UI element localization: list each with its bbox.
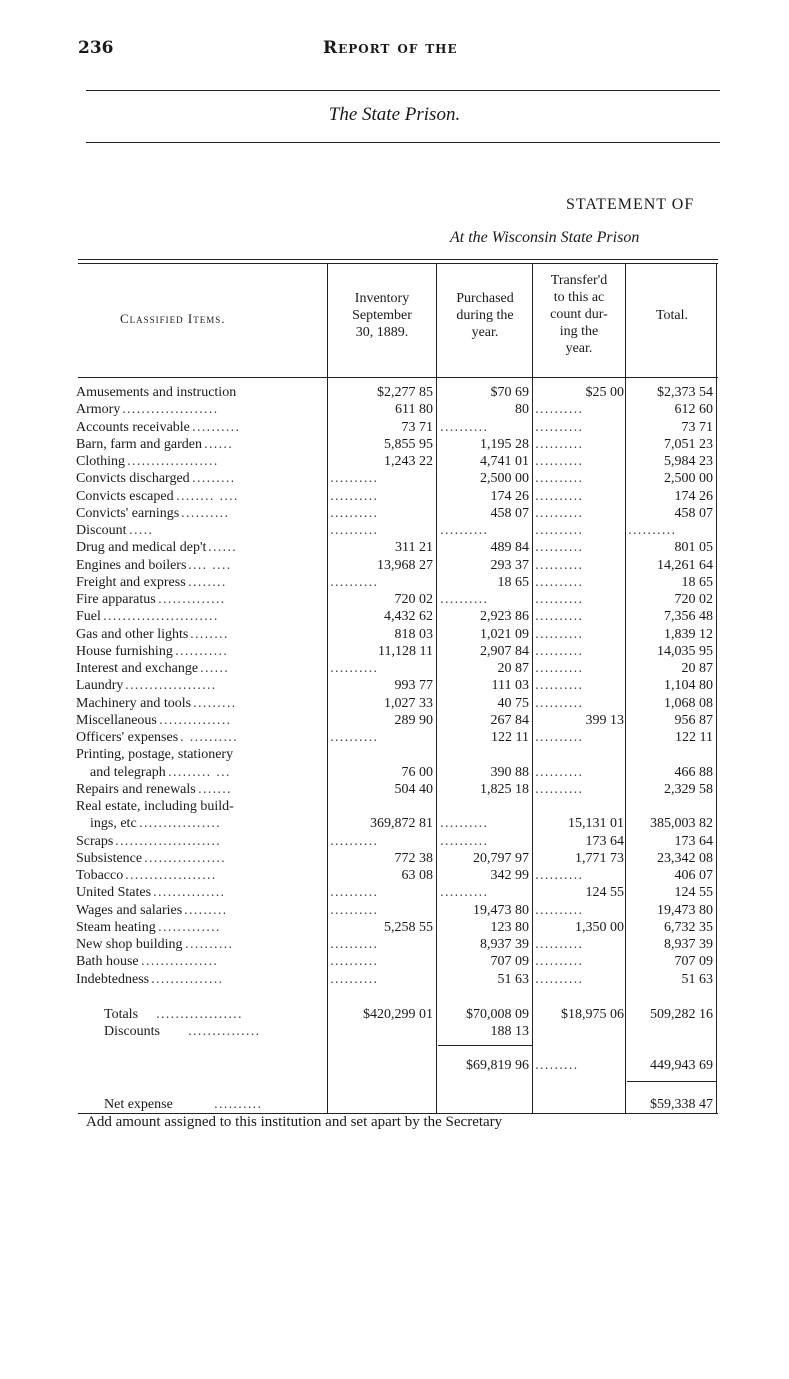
row-value-col2: 267 84: [490, 712, 529, 728]
header-bottom-rule: [78, 377, 718, 378]
row-value-col3: 399 13: [585, 712, 624, 728]
row-label: Gas and other lights: [76, 626, 189, 642]
row-label: Wages and salaries: [76, 902, 183, 918]
row-value-col2: 390 88: [490, 764, 529, 780]
row-value-col2: 123 80: [490, 919, 529, 935]
row-value-col1: 311 21: [395, 540, 433, 556]
row-label: Amusements and instruction: [76, 385, 237, 400]
subtitle-rule: [86, 142, 720, 143]
row-value-col4: 7,051 23: [664, 436, 713, 452]
row-value-col1: 993 77: [394, 678, 433, 694]
row-leader: ......................: [115, 833, 221, 848]
table-row: [0, 902, 789, 919]
row-label: Clothing: [76, 454, 126, 469]
empty-cell-dots: ..........: [535, 868, 584, 882]
table-row: [0, 608, 789, 625]
table-row: [0, 764, 789, 781]
empty-cell-dots: ..........: [440, 419, 489, 434]
row-value-col3: $25 00: [585, 385, 624, 400]
subtotal-purchased: $69,819 96: [466, 1058, 529, 1073]
row-value-col1: $2,277 85: [377, 385, 433, 400]
empty-cell-dots: ..........: [535, 678, 584, 693]
table-row: [0, 971, 789, 988]
table-top-rule-2: [78, 263, 718, 264]
totals-row: Totals .................. $420,299 01 $70,008 09 $18,975 06 509,282 16: [104, 1007, 713, 1022]
net-expense-row: Net expense .......... $59,338 47: [104, 1097, 713, 1112]
classified-items-header: Classified Items.: [120, 311, 226, 326]
row-label: Discount: [76, 523, 127, 538]
row-value-col4: 458 07: [674, 505, 713, 521]
row-value-col2: 51 63: [497, 971, 529, 987]
empty-cell-dots: ..........: [330, 902, 379, 917]
empty-cell-dots: ..........: [535, 902, 584, 917]
empty-cell-dots: ..........: [440, 885, 489, 900]
row-value-col1: 4,432 62: [384, 609, 433, 625]
row-leader: .... ....: [188, 557, 232, 572]
running-head: Report of the: [323, 38, 458, 58]
row-label: Barn, farm and garden: [76, 436, 202, 452]
row-leader: ..........: [185, 937, 234, 951]
net-expense-label: Net expense: [104, 1097, 173, 1112]
row-value-col2: 80: [515, 402, 529, 418]
row-value-col2: $70 69: [490, 385, 529, 400]
empty-cell-dots: ..........: [535, 540, 584, 555]
row-value-col4: 1,839 12: [664, 626, 713, 642]
row-value-col1: 5,855 95: [384, 436, 433, 452]
net-expense-total: $59,338 47: [650, 1097, 713, 1112]
row-value-col4: 406 07: [674, 868, 713, 883]
table-row: [0, 384, 789, 401]
row-leader: ........: [188, 574, 227, 589]
row-value-col4: 6,732 35: [664, 919, 713, 935]
row-value-col2: 4,741 01: [480, 454, 529, 469]
empty-cell-dots: ..........: [330, 488, 379, 503]
row-leader: ...................: [125, 868, 217, 882]
totals-inventory: $420,299 01: [363, 1007, 433, 1022]
subtotal-rule-2: [438, 1045, 532, 1046]
row-value-col4: 19,473 80: [657, 902, 713, 918]
table-row: [0, 591, 789, 608]
row-leader: ......... ...: [168, 764, 231, 779]
empty-cell-dots: ..........: [330, 937, 379, 951]
row-leader: .........: [193, 695, 237, 710]
table-row: [0, 919, 789, 936]
row-value-col2: 20,797 97: [473, 850, 529, 866]
discounts-row: Discounts ............... 188 13: [104, 1024, 529, 1039]
table-row: [0, 781, 789, 798]
table-row: [0, 470, 789, 487]
row-value-col3: 1,350 00: [575, 919, 624, 935]
row-value-col2: 458 07: [490, 505, 529, 521]
totals-label: Totals: [104, 1007, 139, 1022]
row-leader: ......: [208, 540, 237, 555]
row-value-col1: 611 80: [395, 402, 433, 418]
row-value-col2: 2,500 00: [480, 471, 529, 487]
row-value-col4: 956 87: [674, 712, 713, 728]
row-value-col2: 1,021 09: [480, 626, 529, 642]
table-row: [0, 522, 789, 539]
table-row: [0, 953, 789, 970]
row-leader: ....................: [122, 402, 219, 417]
row-leader: .....: [129, 523, 154, 537]
row-leader: ...............: [151, 971, 224, 986]
row-value-col1: 11,128 11: [378, 643, 433, 659]
row-label: Printing, postage, stationery: [76, 747, 234, 763]
empty-cell-dots: ..........: [535, 764, 584, 779]
empty-cell-dots: ..........: [330, 661, 379, 675]
row-value-col4: 51 63: [681, 971, 713, 987]
table-row: [0, 798, 789, 815]
row-label: Freight and express: [76, 574, 186, 590]
row-label: Officers' expenses: [76, 730, 179, 745]
row-leader: ..........: [192, 419, 241, 434]
empty-cell-dots: ..........: [535, 626, 584, 641]
row-leader: ...............: [159, 712, 232, 727]
footer-line: Add amount assigned to this institution and set apart by the Secretary: [86, 1114, 503, 1130]
empty-cell-dots: ..........: [535, 937, 584, 951]
row-value-col2: 293 37: [490, 557, 529, 573]
row-label: Tobacco: [76, 868, 124, 883]
empty-cell-dots: ..........: [330, 833, 379, 848]
row-label: New shop building: [76, 937, 183, 952]
row-leader: .........: [184, 902, 228, 917]
table-row: [0, 867, 789, 884]
row-leader: ..............: [158, 592, 226, 606]
net-rule: [627, 1081, 716, 1082]
row-value-col4: 466 88: [674, 764, 713, 780]
row-label: Real estate, including build-: [76, 799, 234, 814]
empty-cell-dots: ..........: [535, 471, 584, 486]
empty-cell-dots: ..........: [535, 695, 584, 710]
empty-cell-dots: ..........: [535, 971, 584, 986]
table-row: [0, 557, 789, 574]
empty-cell-dots: ..........: [330, 730, 379, 744]
empty-cell-dots: ..........: [535, 954, 584, 969]
empty-cell-dots: ..........: [330, 471, 379, 486]
row-value-col2: 174 26: [490, 488, 529, 504]
row-value-col2: 2,907 84: [480, 643, 529, 659]
empty-cell-dots: ..........: [535, 643, 584, 658]
row-value-col3: 1,771 73: [575, 850, 624, 866]
row-label: Interest and exchange: [76, 661, 199, 676]
table-row: [0, 833, 789, 850]
row-value-col4: 14,261 64: [657, 557, 713, 573]
row-value-col4: 1,104 80: [664, 678, 713, 694]
empty-cell-dots: ..........: [535, 557, 584, 572]
empty-cell-dots: ..........: [628, 523, 677, 537]
row-label: Bath house: [76, 954, 139, 970]
empty-cell-dots: ..........: [535, 505, 584, 520]
table-row: [0, 936, 789, 953]
table-row: [0, 436, 789, 453]
row-value-col4: 720 02: [674, 592, 713, 607]
table-row: [0, 643, 789, 660]
row-leader: ......: [204, 436, 233, 451]
row-leader: ........: [190, 626, 229, 641]
empty-cell-dots: ..........: [535, 436, 584, 451]
row-value-col4: 174 26: [674, 488, 713, 504]
row-value-col2: 111 03: [491, 678, 529, 694]
empty-cell-dots: ..........: [535, 592, 584, 606]
table-row: [0, 660, 789, 677]
row-value-col2: 342 99: [490, 868, 529, 883]
row-value-col4: 14,035 95: [657, 643, 713, 659]
row-label: Convicts' earnings: [76, 505, 180, 521]
empty-cell-dots: ..........: [535, 609, 584, 624]
row-value-col4: 8,937 39: [664, 937, 713, 952]
subtotal-row: $69,819 96 ......... 449,943 69: [466, 1058, 713, 1073]
statement-heading: STATEMENT OF: [566, 196, 695, 213]
page-number: 236: [78, 38, 114, 58]
row-value-col4: 73 71: [681, 419, 713, 435]
empty-cell-dots: ..........: [330, 574, 379, 589]
row-leader: ...........: [175, 643, 228, 658]
table-row: [0, 712, 789, 729]
row-leader: ...................: [125, 678, 217, 693]
row-value-col1: 720 02: [394, 592, 433, 607]
col-header-transferred: Transfer'd to this ac count dur- ing the year.: [550, 273, 608, 356]
row-leader: .......: [198, 781, 232, 796]
row-value-col2: 18 65: [497, 574, 529, 590]
row-leader: .................: [144, 850, 226, 865]
row-value-col4: 5,984 23: [664, 454, 713, 469]
table-top-rule: [78, 259, 718, 260]
row-value-col1: 369,872 81: [370, 816, 433, 832]
row-label: United States: [76, 885, 152, 901]
row-value-col4: 801 05: [674, 540, 713, 556]
row-value-col4: 23,342 08: [657, 850, 713, 866]
row-value-col4: 2,329 58: [664, 781, 713, 797]
row-value-col4: $2,373 54: [657, 385, 713, 400]
row-value-col4: 20 87: [681, 661, 713, 676]
row-label: Scraps: [76, 833, 114, 849]
row-label: Convicts discharged: [76, 471, 190, 487]
row-value-col1: 73 71: [401, 419, 433, 435]
col-header-purchased: Purchased during the year.: [456, 291, 514, 340]
row-leader: .............: [158, 919, 221, 934]
row-value-col4: 2,500 00: [664, 471, 713, 487]
empty-cell-dots: ..........: [535, 488, 584, 503]
empty-cell-dots: ..........: [330, 954, 379, 969]
table-row: [0, 453, 789, 470]
row-value-col1: 13,968 27: [377, 557, 433, 573]
row-label: ings, etc: [90, 816, 137, 832]
row-leader: ...................: [127, 454, 219, 468]
row-value-col4: 18 65: [681, 574, 713, 590]
row-value-col1: 772 38: [394, 850, 433, 866]
row-leader: .........: [192, 471, 236, 486]
row-value-col2: 19,473 80: [473, 902, 529, 918]
row-value-col2: 1,825 18: [480, 781, 529, 797]
table-row: [0, 729, 789, 746]
row-value-col2: 40 75: [497, 695, 529, 711]
row-value-col4: 122 11: [675, 730, 713, 745]
row-label: and telegraph: [90, 764, 166, 780]
empty-cell-dots: ..........: [330, 885, 379, 900]
empty-cell-dots: ..........: [535, 730, 584, 744]
section-subtitle: The State Prison.: [328, 104, 461, 125]
table-row: [0, 695, 789, 712]
empty-cell-dots: ..........: [535, 402, 584, 417]
empty-cell-dots: ..........: [535, 574, 584, 589]
empty-cell-dots: ..........: [535, 454, 584, 468]
row-value-col2: 122 11: [491, 730, 529, 745]
header-rule: [86, 90, 720, 91]
row-label: Drug and medical dep't: [76, 540, 207, 556]
discounts-purchased: 188 13: [490, 1024, 529, 1039]
row-leader: ...............: [153, 885, 226, 900]
empty-cell-dots: ..........: [440, 816, 489, 831]
row-leader: ........................: [103, 609, 219, 624]
row-leader: .................: [139, 816, 221, 831]
empty-cell-dots: ..........: [535, 661, 584, 675]
location-heading: At the Wisconsin State Prison: [450, 229, 640, 246]
empty-cell-dots: ..........: [440, 592, 489, 606]
row-leader: ................: [141, 954, 219, 969]
totals-transferred: $18,975 06: [561, 1007, 624, 1022]
row-label: Fuel: [76, 609, 101, 625]
row-value-col2: 707 09: [490, 954, 529, 970]
row-value-col4: 385,003 82: [650, 816, 713, 832]
row-value-col2: 2,923 86: [480, 609, 529, 625]
table-row: [0, 626, 789, 643]
row-label: Laundry: [76, 678, 124, 694]
row-value-col1: 5,258 55: [384, 919, 433, 935]
table-row: [0, 884, 789, 901]
col-header-inventory: Inventory September 30, 1889.: [352, 291, 412, 340]
empty-cell-dots: ..........: [535, 781, 584, 796]
row-label: Repairs and renewals: [76, 781, 196, 797]
row-value-col4: 612 60: [674, 402, 713, 418]
empty-cell-dots: ..........: [330, 971, 379, 986]
row-value-col4: 1,068 08: [664, 695, 713, 711]
row-label: Convicts escaped: [76, 488, 174, 504]
row-value-col3: 124 55: [585, 885, 624, 901]
empty-cell-dots: ..........: [535, 419, 584, 434]
table-row: [0, 850, 789, 867]
empty-cell-dots: ..........: [440, 523, 489, 537]
table-row: [0, 746, 789, 763]
row-value-col4: 173 64: [674, 833, 713, 849]
row-value-col2: 1,195 28: [480, 436, 529, 452]
row-label: Armory: [76, 402, 121, 418]
row-value-col4: 124 55: [674, 885, 713, 901]
row-label: Indebtedness: [76, 971, 150, 987]
row-value-col1: 504 40: [394, 781, 433, 797]
row-leader: . ..........: [180, 730, 238, 744]
row-leader: ......: [200, 661, 229, 675]
subtotal-total: 449,943 69: [650, 1058, 713, 1073]
table-row: [0, 815, 789, 832]
row-value-col4: 707 09: [674, 954, 713, 970]
row-label: Engines and boilers: [76, 557, 187, 573]
row-value-col1: 1,243 22: [384, 454, 433, 469]
row-label: Miscellaneous: [76, 712, 157, 728]
row-value-col1: 76 00: [401, 764, 433, 780]
row-label: Fire apparatus: [76, 592, 156, 607]
row-value-col4: 7,356 48: [664, 609, 713, 625]
table-row: [0, 539, 789, 556]
totals-total: 509,282 16: [650, 1007, 713, 1022]
row-label: Steam heating: [76, 919, 156, 935]
row-label: Subsistence: [76, 850, 143, 866]
row-value-col2: 489 84: [490, 540, 529, 556]
row-label: House furnishing: [76, 643, 173, 659]
discounts-label: Discounts: [104, 1024, 160, 1039]
empty-cell-dots: ..........: [535, 523, 584, 537]
totals-purchased: $70,008 09: [466, 1007, 529, 1022]
row-value-col1: 818 03: [394, 626, 433, 642]
row-value-col3: 15,131 01: [568, 816, 624, 832]
empty-cell-dots: ..........: [330, 505, 379, 520]
row-value-col1: 289 90: [394, 712, 433, 728]
row-value-col1: 1,027 33: [384, 695, 433, 711]
row-value-col2: 20 87: [497, 661, 529, 676]
table-row: [0, 505, 789, 522]
table-row: [0, 574, 789, 591]
table-row: [0, 488, 789, 505]
row-leader: ........ ....: [176, 488, 239, 503]
row-value-col3: 173 64: [585, 833, 624, 849]
empty-cell-dots: ..........: [440, 833, 489, 848]
row-leader: ..........: [181, 505, 230, 520]
table-row: [0, 419, 789, 436]
row-value-col1: 63 08: [401, 868, 433, 883]
row-label: Accounts receivable: [76, 419, 190, 435]
table-row: [0, 677, 789, 694]
col-header-total: Total.: [655, 308, 689, 323]
row-label: Machinery and tools: [76, 695, 192, 711]
empty-cell-dots: ..........: [330, 523, 379, 537]
table-row: [0, 401, 789, 418]
row-value-col2: 8,937 39: [480, 937, 529, 952]
